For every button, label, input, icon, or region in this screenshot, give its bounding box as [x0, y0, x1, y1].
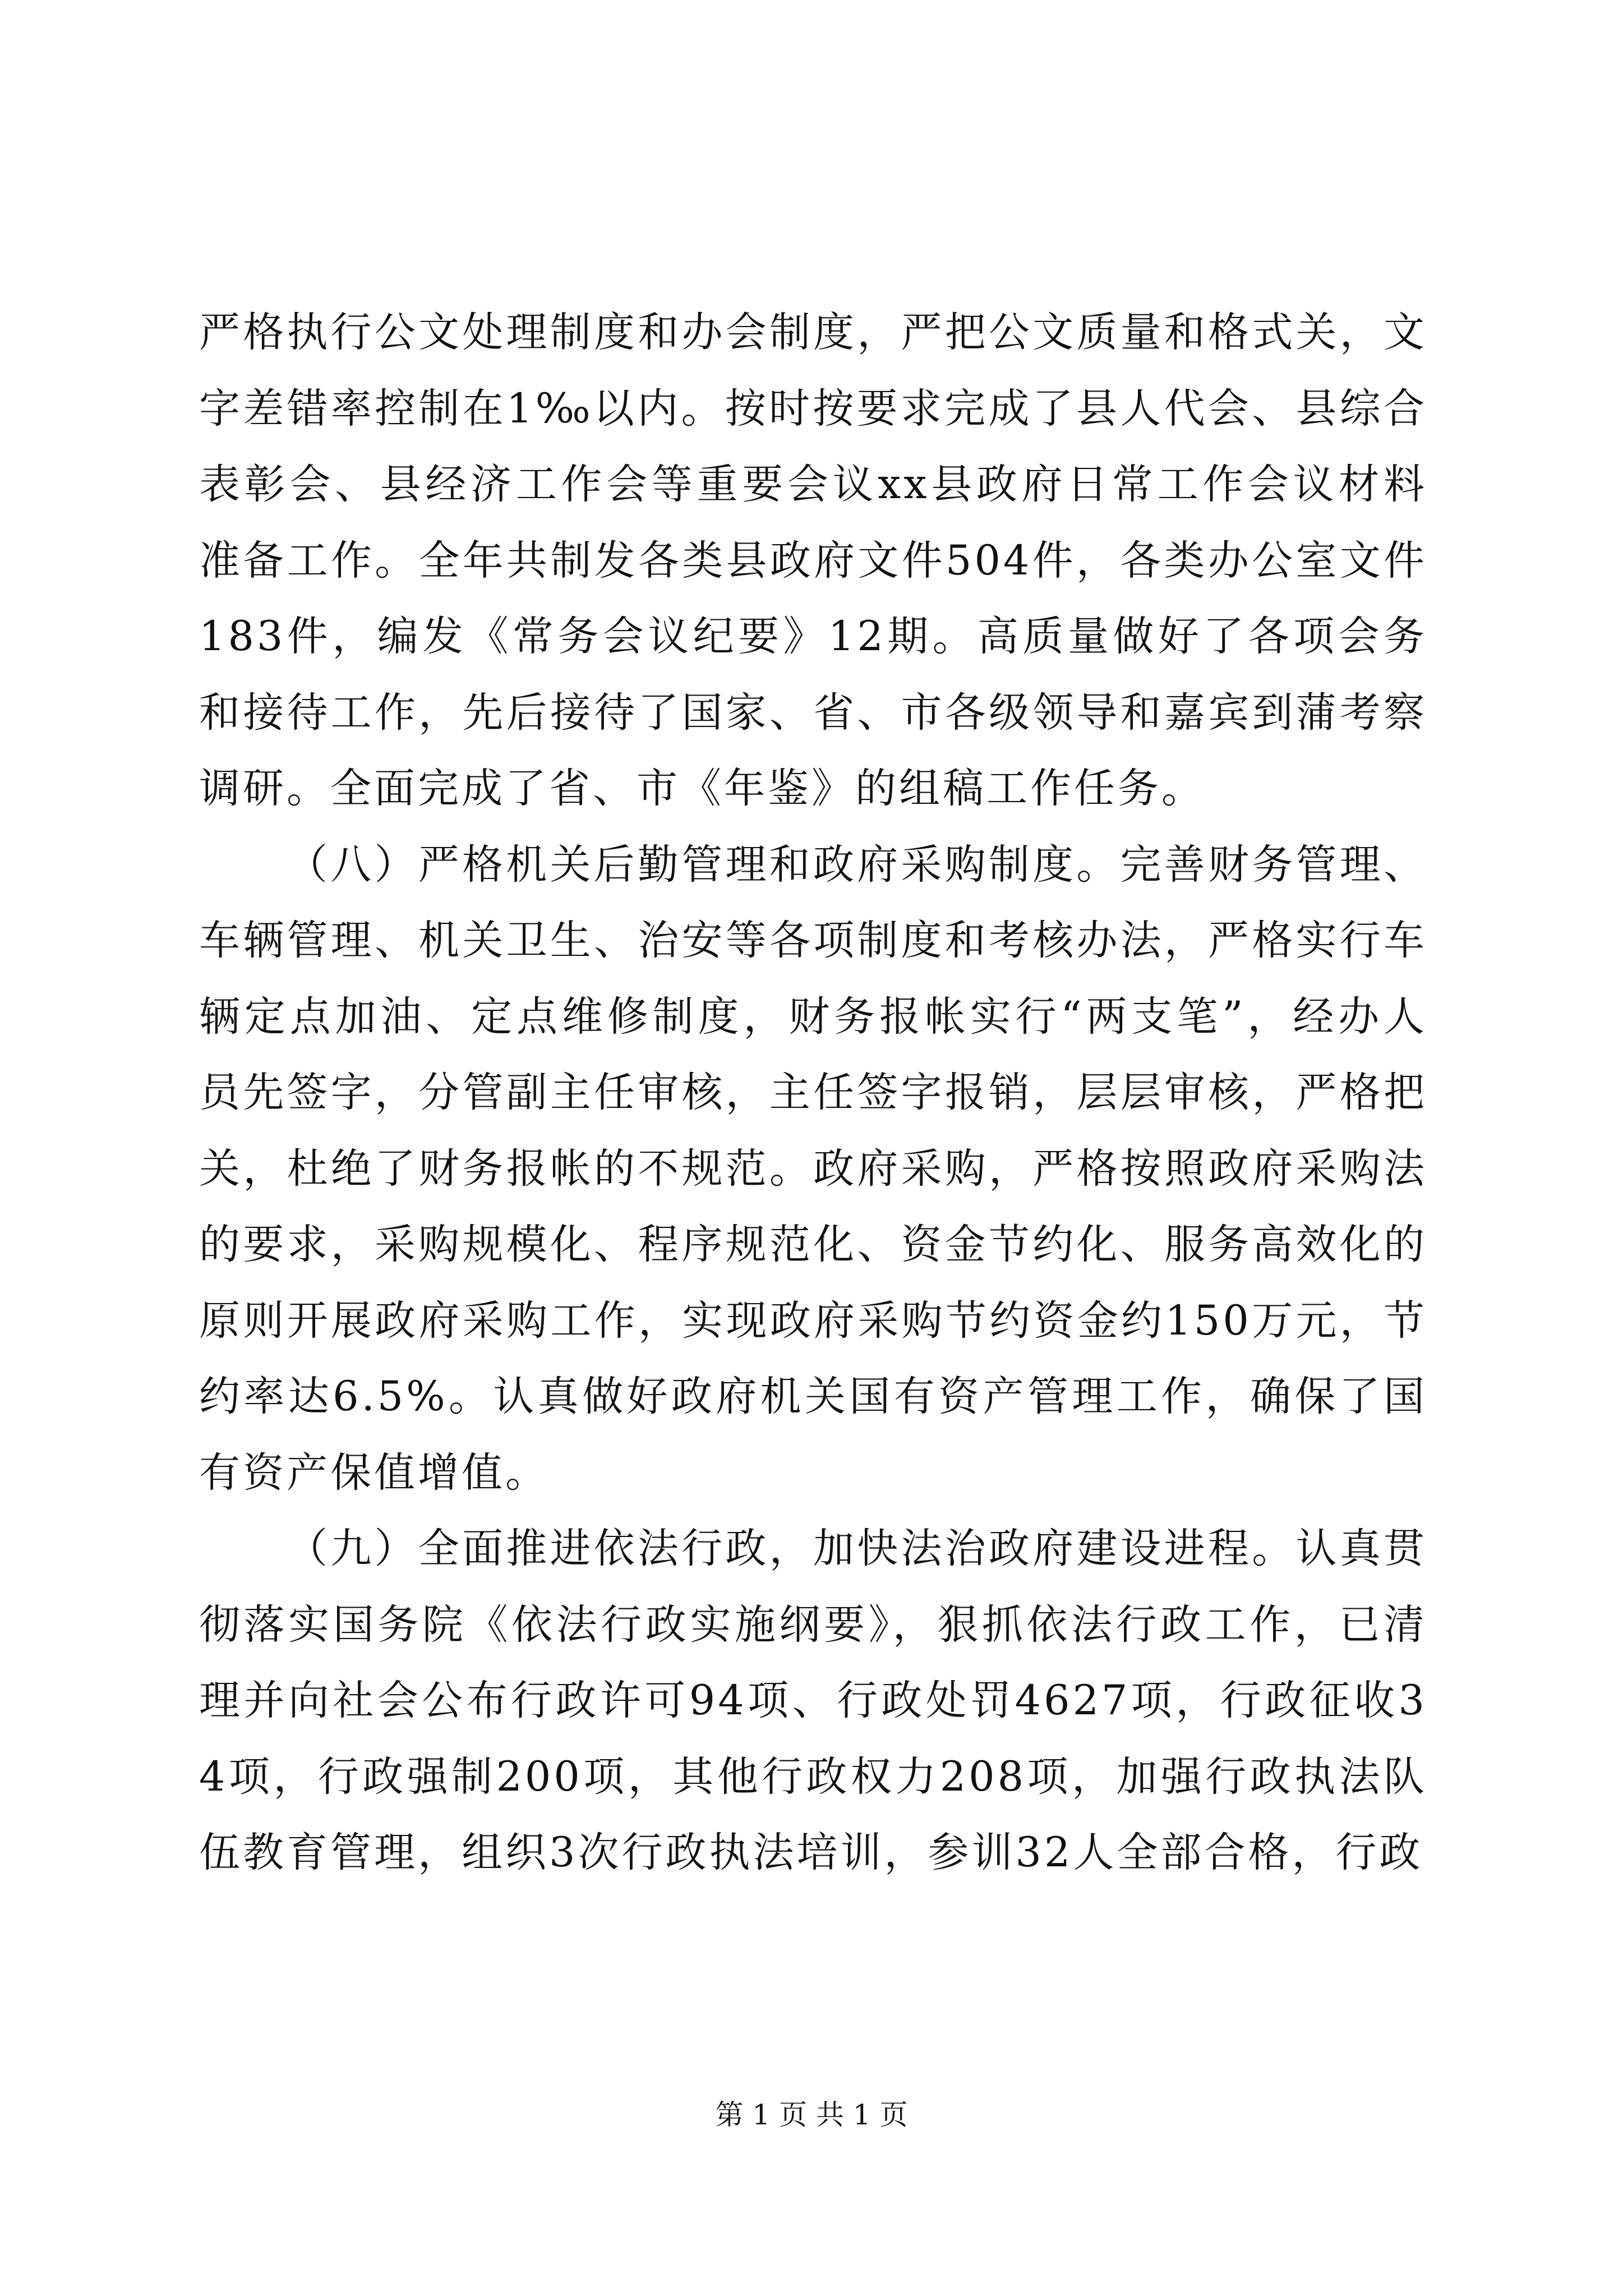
body-paragraph-2: （八）严格机关后勤管理和政府采购制度。完善财务管理、车辆管理、机关卫生、治安等各项制度和考核办法，严格实行车辆定点加油、定点维修制度，财务报帐实行“两支笔”，经办人员先签字，分管副主任审核，主任签字报销，层层审核，严格把关，杜绝了财务报帐的不规范。政府采购，严格按照政府采购法的要求，采购规模化、程序规范化、资金节约化、服务高效化的原则开展政府采购工作，实现政府采购节约资金约150万元，节约率达6.5%。认真做好政府机关国有资产管理工作，确保了国有资产保值增值。: [199, 840, 1427, 1497]
body-paragraph-1: 严格执行公文处理制度和办会制度，严把公文质量和格式关，文字差错率控制在1‰以内。按时按要求完成了县人代会、县综合表彰会、县经济工作会等重要会议xx县政府日常工作会议材料准备工作。全年共制发各类县政府文件504件，各类办公室文件183件，编发《常务会议纪要》12期。高质量做好了各项会务和接待工作，先后接待了国家、省、市各级领导和嘉宾到蒲考察调研。全面完成了省、市《年鉴》的组稿工作任务。: [199, 309, 1427, 812]
document-body: [199, 295, 1427, 1891]
body-paragraph-3: （九）全面推进依法行政，加快法治政府建设进程。认真贯彻落实国务院《依法行政实施纲要》，狠抓依法行政工作，已清理并向社会公布行政许可94项、行政处罚4627项，行政征收34项，行政强制200项，其他行政权力208项，加强行政执法队伍教育管理，组织3次行政执法培训，参训32人全部合格，行政: [199, 1525, 1427, 1876]
page-footer: 第 1 页 共 1 页: [715, 2099, 908, 2131]
